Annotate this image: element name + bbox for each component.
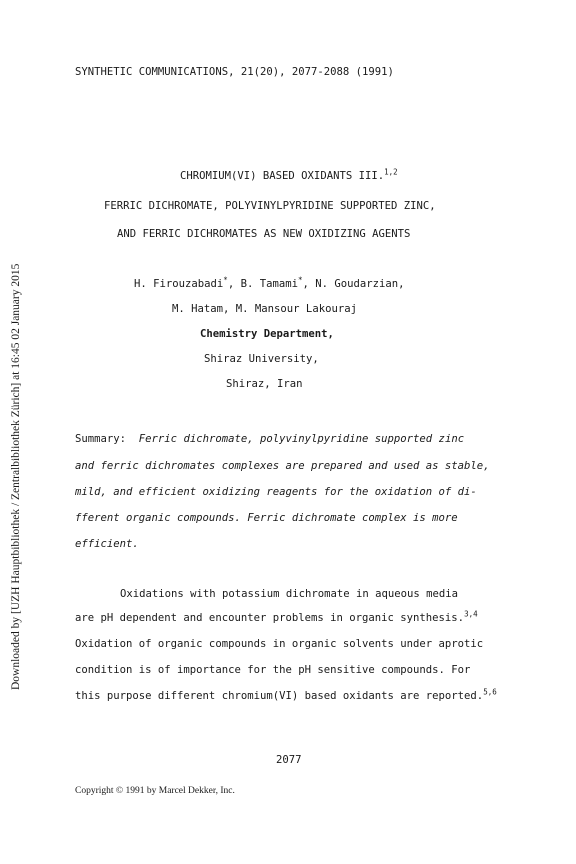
article-title-line-1 [180, 167, 398, 182]
summary-line-3: mild, and efficient oxidizing reagents for the oxidation of di- [75, 486, 477, 498]
summary-label: Summary: [75, 433, 127, 445]
body-line-5 [75, 687, 497, 702]
body-line-4: condition is of importance for the pH sensitive compounds. For [75, 664, 471, 676]
author-goudarzian: , N. Goudarzian, [302, 278, 405, 290]
summary-line-5: efficient. [75, 538, 139, 550]
corresponding-mark: * [297, 275, 303, 285]
affiliation-city: Shiraz, Iran [226, 378, 303, 390]
copyright-notice: Copyright © 1991 by Marcel Dekker, Inc. [75, 786, 235, 796]
author-firouzabadi: H. Firouzabadi [134, 278, 224, 290]
affiliation-university: Shiraz University, [204, 353, 319, 365]
reference-mark: 3,4 [464, 609, 478, 619]
page-number: 2077 [276, 754, 302, 766]
summary-line-4: fferent organic compounds. Ferric dichromate complex is more [75, 512, 458, 524]
body-line-3: Oxidation of organic compounds in organic solvents under aprotic [75, 638, 484, 650]
body-line-1: Oxidations with potassium dichromate in aqueous media [120, 588, 459, 600]
reference-mark: 5,6 [483, 687, 497, 697]
corresponding-mark: * [223, 275, 228, 285]
journal-header: SYNTHETIC COMMUNICATIONS, 21(20), 2077-2088 (1991) [75, 66, 394, 78]
article-title-line-3: AND FERRIC DICHROMATES AS NEW OXIDIZING AGENTS [117, 228, 411, 240]
author-line-1 [134, 275, 405, 290]
summary-line-2: and ferric dichromates complexes are prepared and used as stable, [75, 460, 490, 472]
download-watermark-text: Downloaded by [UZH Hauptbibliothek / Zentralbibliothek Zürich] at 16:45 02 January 2015 [10, 263, 22, 690]
body-text: are pH dependent and encounter problems in organic synthesis. [75, 612, 465, 624]
body-text: this purpose different chromium(VI) based oxidants are reported. [75, 690, 484, 702]
article-title-line-2: FERRIC DICHROMATE, POLYVINYLPYRIDINE SUPPORTED ZINC, [104, 200, 436, 212]
title-footnote-ref: 1,2 [384, 167, 398, 177]
author-tamami: , B. Tamami [227, 278, 298, 290]
article-title-text: CHROMIUM(VI) BASED OXIDANTS III. [180, 170, 385, 182]
summary-text: Ferric dichromate, polyvinylpyridine supported zinc [138, 433, 465, 445]
download-watermark [10, 190, 24, 690]
summary-line-1 [75, 433, 464, 445]
body-line-2 [75, 609, 478, 624]
author-line-2: M. Hatam, M. Mansour Lakouraj [172, 303, 357, 315]
affiliation-department: Chemistry Department, [200, 328, 334, 340]
